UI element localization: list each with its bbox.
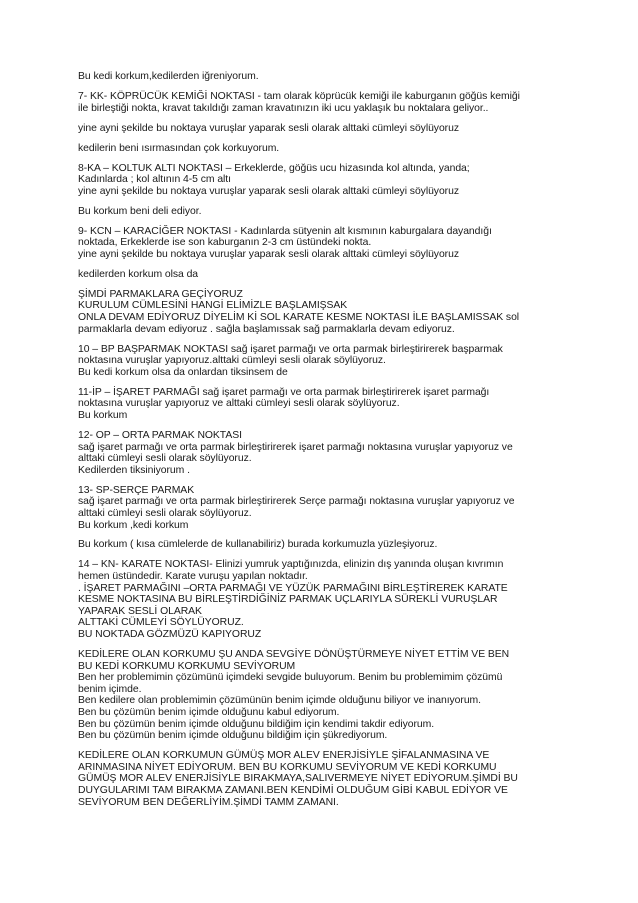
paragraph [78,91,566,114]
text-line: Bu kedi korkum olsa da onlardan tiksinsem de [78,366,288,378]
text-line: noktasına vuruşlar yapıyoruz.alttaki cümleyi sesli olarak söylüyoruz. [78,355,386,367]
text-line: BU NOKTADA GÖZMÜZÜ KAPIYORUZ [78,629,262,641]
paragraph [78,559,566,640]
text-line: Bu korkum beni deli ediyor. [78,205,202,217]
text-line: sağ işaret parmağı ve orta parmak birleştirirerek Serçe parmağı noktasına vuruşlar yapıyoruz ve [78,496,515,508]
text-line: alttaki cümleyi sesli olarak söylüyoruz. [78,453,252,465]
text-line: noktada, Erkeklerde ise son kaburganın 2-3 cm üstündeki nokta. [78,237,372,249]
text-line: DUYGULARIMI TAM BIRAKMA ZAMANI.BEN KENDİMİ OLDUĞUM GİBİ KABUL EDİYOR VE [78,784,508,796]
text-line: 12- OP – ORTA PARMAK NOKTASI [78,429,242,441]
text-line: ARINMASINA NİYET EDİYORUM. BEN BU KORKUMU SEVİYORUM VE KEDİ KORKUMU [78,761,497,773]
text-line: Bu kedi korkum,kedilerden iğreniyorum. [78,71,259,82]
text-line: ŞİMDİ PARMAKLARA GEÇİYORUZ [78,288,243,300]
text-line: BU KEDİ KORKUMU KORKUMU SEVİYORUM [78,660,296,672]
paragraph [78,387,566,422]
text-line: 10 – BP BAŞPARMAK NOKTASI sağ işaret parmağı ve orta parmak birleştirirerek başparmak [78,343,503,355]
paragraph [78,269,566,281]
text-line: ALTTAKİ CÜMLEYİ SÖYLÜYORUZ. [78,617,244,629]
text-line: Bu korkum ,kedi korkum [78,519,189,531]
paragraph [78,143,566,155]
paragraph [78,226,566,261]
text-line: ONLA DEVAM EDİYORUZ DİYELİM Kİ SOL KARATE KESME NOKTASI İLE BAŞLAMISSAK sol [78,312,520,324]
text-line: KESME NOKTASINA BU BİRLEŞTİRDİĞİNİZ PARMAK UÇLARIYLA SÜREKLİ VURUŞLAR [78,594,498,606]
text-line: KEDİLERE OLAN KORKUMUN GÜMÜŞ MOR ALEV ENERJİSİYLE ŞİFALANMASINA VE [78,750,490,762]
text-line: GÜMÜŞ MOR ALEV ENERJİSİYLE BIRAKMAYA,SALIVERMEYE NİYET EDİYORUM.ŞİMDİ BU [78,773,518,785]
text-line: YAPARAK SESLİ OLARAK [78,605,202,617]
text-line: SEVİYORUM BEN DEĞERLİYİM.ŞİMDİ TAMM ZAMANI. [78,796,339,808]
text-line: 11-İP – İŞARET PARMAĞI sağ işaret parmağı ve orta parmak birleştirirerek işaret parmağı [78,386,490,398]
text-line: parmaklarla devam ediyoruz . sağla başlamıssak sağ parmaklarla devam ediyoruz. [78,323,455,335]
text-line: . İŞARET PARMAĞINI –ORTA PARMAĞI VE YÜZÜK PARMAĞINI BİRLEŞTİREREK KARATE [78,582,508,594]
text-line: Ben bu çözümün benim içimde olduğunu kabul ediyorum. [78,706,340,718]
paragraph [78,123,566,135]
text-line: 13- SP-SERÇE PARMAK [78,484,195,496]
text-line: 9- KCN – KARACİĞER NOKTASI - Kadınlarda sütyenin alt kısmının kaburgalara dayandığı [78,225,492,237]
text-line: Kadınlarda ; kol altının 4-5 cm altı [78,174,231,186]
text-line: sağ işaret parmağı ve orta parmak birleştirirerek işaret parmağı noktasına vuruşlar yapıyoruz ve [78,441,513,453]
text-line: Ben bu çözümün benim içimde olduğunu bildiğim için kendimi takdir ediyorum. [78,718,435,730]
text-line: Bu korkum ( kısa cümlelerde de kullanabiliriz) burada korkumuzla yüzleşiyoruz. [78,539,438,551]
text-line: KEDİLERE OLAN KORKUMU ŞU ANDA SEVGİYE DÖNÜŞTÜRMEYE NİYET ETTİM VE BEN [78,649,510,661]
document-body [78,71,566,817]
text-line: yine ayni şekilde bu noktaya vuruşlar yaparak sesli olarak alttaki cümleyi söylüyoruz [78,185,459,197]
text-line: yine ayni şekilde bu noktaya vuruşlar yaparak sesli olarak alttaki cümleyi söylüyoruz [78,122,459,134]
text-line: KURULUM CÜMLESİNİ HANGİ ELİMİZLE BAŞLAMIŞSAK [78,300,348,312]
paragraph [78,539,566,551]
paragraph [78,485,566,531]
text-line: Ben kedilere olan problemimin çözümünün benim içimde olduğunu biliyor ve inanıyorum. [78,695,481,707]
text-line: Ben her problemimin çözümünü içimdeki sevgide buluyorum. Benim bu problemimim çözümü [78,672,503,684]
text-line: yine ayni şekilde bu noktaya vuruşlar yaparak sesli olarak alttaki cümleyi söylüyoruz [78,248,459,260]
text-line: noktasına vuruşlar yapıyoruz ve alttaki cümleyi sesli olarak söylüyoruz. [78,398,400,410]
paragraph [78,71,566,83]
text-line: benim içimde. [78,683,142,695]
text-line: Bu korkum [78,409,128,421]
paragraph [78,344,566,379]
paragraph [78,750,566,808]
paragraph [78,289,566,335]
paragraph [78,163,566,198]
text-line: kedilerin beni ısırmasından çok korkuyorum. [78,142,280,154]
paragraph [78,430,566,476]
text-line: 7- KK- KÖPRÜCÜK KEMİĞİ NOKTASI - tam olarak köprücük kemiği ile kaburganın göğüs kemiği [78,90,520,102]
text-line: hemen üstündedir. Karate vuruşu yapılan noktadır. [78,571,308,583]
text-line: 14 – KN- KARATE NOKTASI- Elinizi yumruk yaptığınızda, elinizin dış yanında oluşan kıvrımın [78,559,504,571]
text-line: kedilerden korkum olsa da [78,268,199,280]
text-line: 8-KA – KOLTUK ALTI NOKTASI – Erkeklerde, göğüs ucu hizasında kol altında, yanda; [78,162,470,174]
paragraph [78,206,566,218]
text-line: ile birleştiği nokta, kravat takıldığı zaman kravatınızın iki ucu yaklaşık bu noktalara geliyor.. [78,102,489,114]
text-line: Ben bu çözümün benim içimde olduğunu bildiğim için şükrediyorum. [78,730,388,742]
paragraph [78,649,566,742]
text-line: alttaki cümleyi sesli olarak söylüyoruz. [78,507,252,519]
text-line: Kedilerden tiksiniyorum . [78,464,190,476]
